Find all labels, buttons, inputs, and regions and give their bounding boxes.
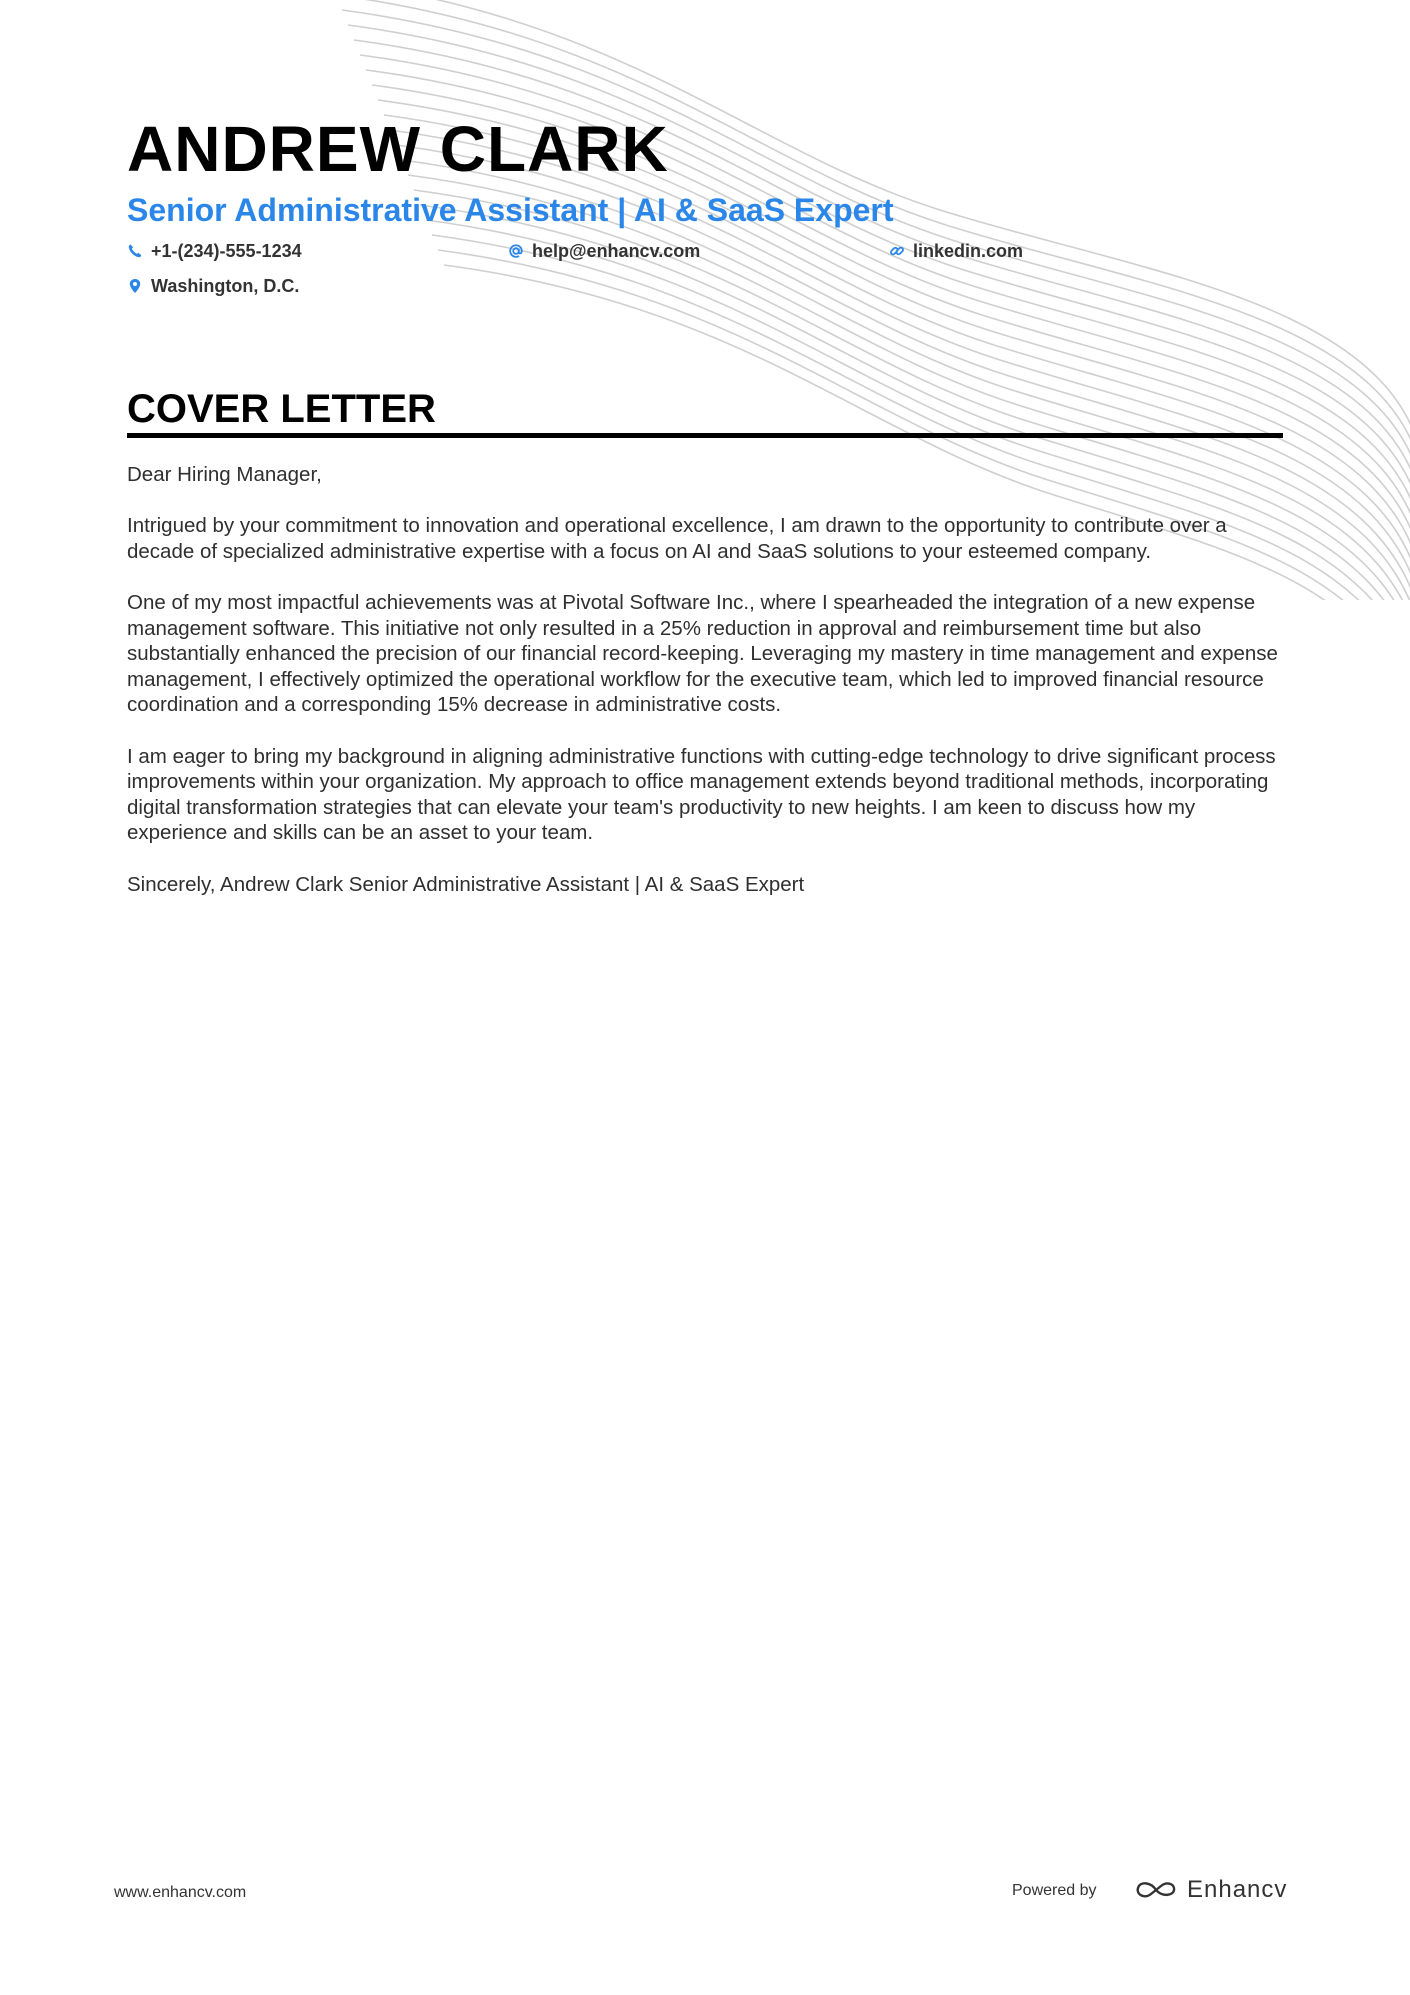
phone-icon	[127, 243, 143, 259]
letter-body	[127, 462, 1283, 923]
contact-location	[127, 275, 299, 297]
letter-paragraph: One of my most impactful achievements was at Pivotal Software Inc., where I spearheaded the integration of a new expense management software. This initiative not only resulted in a 25% reduction in approval and reimbursement time but also substantially enhanced the precision of our financial record-keeping. Leveraging my mastery in time management and expense management, I effectively optimized the operational workflow for the executive team, which led to improved financial resource coordination and a corresponding 15% decrease in administrative costs.	[127, 590, 1278, 717]
powered-by-label: Powered by	[1012, 1882, 1097, 1899]
candidate-name: ANDREW CLARK	[127, 113, 669, 185]
link-icon	[889, 243, 905, 259]
enhancv-logo-icon	[1133, 1878, 1179, 1902]
at-icon	[508, 243, 524, 259]
section-divider	[127, 433, 1283, 438]
contact-link[interactable]	[889, 240, 1023, 262]
location-pin-icon	[127, 278, 143, 294]
footer-website[interactable]: www.enhancv.com	[114, 1884, 247, 1901]
enhancv-logo-text: Enhancv	[1187, 1876, 1288, 1903]
letter-closing: Sincerely, Andrew Clark Senior Administrative Assistant | AI & SaaS Expert	[127, 872, 805, 896]
contact-email-text: help@enhancv.com	[532, 241, 701, 261]
contact-link-text: linkedin.com	[913, 241, 1024, 261]
letter-paragraph: I am eager to bring my background in aligning administrative functions with cutting-edge technology to drive significant process improvements within your organization. My approach to office management extends beyond traditional methods, incorporating digital transformation strategies that can elevate your team's productivity to new heights. I am keen to discuss how my experience and skills can be an asset to your team.	[127, 744, 1276, 845]
contact-phone-text: +1-(234)-555-1234	[151, 241, 302, 261]
wave-line	[342, 10, 1410, 480]
contact-location-text: Washington, D.C.	[151, 276, 300, 296]
wave-line	[336, 0, 1410, 465]
section-title: COVER LETTER	[127, 387, 436, 431]
letter-paragraph: Intrigued by your commitment to innovation and operational excellence, I am drawn to the opportunity to contribute over a decade of specialized administrative expertise with a focus on AI and SaaS solutions to your esteemed company.	[127, 514, 1227, 563]
contact-phone[interactable]	[127, 240, 302, 262]
enhancv-logo[interactable]	[1133, 1876, 1287, 1904]
candidate-title: Senior Administrative Assistant | AI & SaaS Expert	[127, 192, 894, 228]
contact-email[interactable]	[508, 240, 700, 262]
letter-salutation: Dear Hiring Manager,	[127, 463, 322, 486]
